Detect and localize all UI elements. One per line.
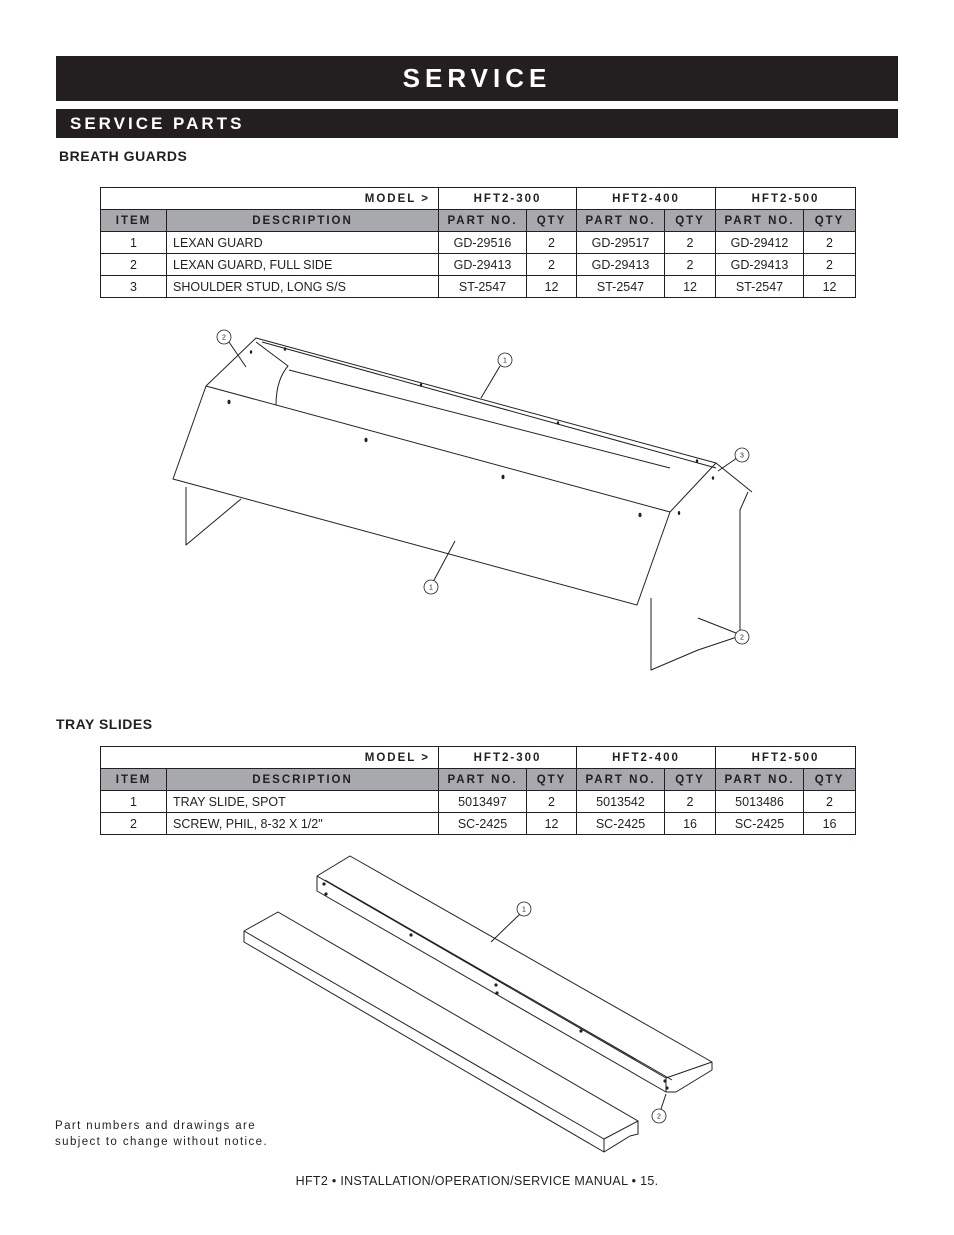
qty-cell: 2 xyxy=(665,254,716,276)
part-no-cell: 5013542 xyxy=(577,791,665,813)
description-cell: SCREW, PHIL, 8-32 X 1/2" xyxy=(167,813,439,835)
qty-cell: 16 xyxy=(804,813,856,835)
model-header: HFT2-500 xyxy=(716,747,856,769)
left-end-curve xyxy=(256,342,288,405)
svg-text:2: 2 xyxy=(657,1113,661,1121)
callout-2-top xyxy=(217,330,231,344)
callout-1-bottom xyxy=(424,580,438,594)
qty-cell: 12 xyxy=(527,276,577,298)
model-header: HFT2-300 xyxy=(439,188,577,210)
qty-cell: 2 xyxy=(527,791,577,813)
item-column-header: ITEM xyxy=(101,769,167,791)
part-no-cell: SC-2425 xyxy=(577,813,665,835)
callout-2-bottom xyxy=(735,630,749,644)
qty-cell: 2 xyxy=(804,232,856,254)
item-cell: 2 xyxy=(101,254,167,276)
part-no-cell: GD-29516 xyxy=(439,232,527,254)
qty-cell: 16 xyxy=(665,813,716,835)
part-no-column-header: PART NO. xyxy=(439,769,527,791)
change-notice xyxy=(55,1119,268,1150)
rear-panel-edge xyxy=(289,370,670,468)
model-header: HFT2-300 xyxy=(439,747,577,769)
tray-slides-table xyxy=(100,746,856,835)
breath-guards-title: BREATH GUARDS xyxy=(59,148,188,164)
qty-column-header: QTY xyxy=(804,210,856,232)
part-no-cell: GD-29413 xyxy=(577,254,665,276)
item-column-header: ITEM xyxy=(101,210,167,232)
part-no-cell: ST-2547 xyxy=(716,276,804,298)
part-no-cell: SC-2425 xyxy=(716,813,804,835)
description-cell: TRAY SLIDE, SPOT xyxy=(167,791,439,813)
description-column-header: DESCRIPTION xyxy=(167,210,439,232)
svg-text:2: 2 xyxy=(222,334,226,342)
description-column-header: DESCRIPTION xyxy=(167,769,439,791)
part-no-column-header: PART NO. xyxy=(716,769,804,791)
part-no-column-header: PART NO. xyxy=(716,210,804,232)
tray-callout-2 xyxy=(652,1109,666,1123)
part-no-cell: ST-2547 xyxy=(439,276,527,298)
qty-column-header: QTY xyxy=(527,769,577,791)
description-cell: LEXAN GUARD xyxy=(167,232,439,254)
model-label: MODEL > xyxy=(101,747,439,769)
svg-text:3: 3 xyxy=(740,452,744,460)
item-cell: 1 xyxy=(101,232,167,254)
qty-cell: 2 xyxy=(804,254,856,276)
qty-column-header: QTY xyxy=(665,210,716,232)
svg-text:1: 1 xyxy=(522,906,526,914)
model-header: HFT2-400 xyxy=(577,188,716,210)
fold-line xyxy=(206,386,670,512)
section-heading: SERVICE PARTS xyxy=(70,114,245,133)
part-no-column-header: PART NO. xyxy=(439,210,527,232)
callout-3 xyxy=(735,448,749,462)
callout-1-top xyxy=(498,353,512,367)
tray-slides-drawing xyxy=(0,840,954,1160)
screw-holes xyxy=(322,882,668,1089)
table-row xyxy=(101,813,856,835)
model-header: HFT2-500 xyxy=(716,188,856,210)
svg-text:2: 2 xyxy=(740,634,744,642)
part-no-cell: GD-29412 xyxy=(716,232,804,254)
qty-column-header: QTY xyxy=(665,769,716,791)
tray-callout-1 xyxy=(517,902,531,916)
qty-cell: 2 xyxy=(527,254,577,276)
description-cell: SHOULDER STUD, LONG S/S xyxy=(167,276,439,298)
qty-cell: 2 xyxy=(665,791,716,813)
part-no-cell: 5013486 xyxy=(716,791,804,813)
qty-cell: 12 xyxy=(665,276,716,298)
front-face xyxy=(173,386,716,605)
page-title: SERVICE xyxy=(402,63,552,93)
top-ridge xyxy=(206,338,752,492)
part-no-cell: SC-2425 xyxy=(439,813,527,835)
qty-cell: 2 xyxy=(804,791,856,813)
part-no-cell: GD-29413 xyxy=(439,254,527,276)
notice-line: Part numbers and drawings are xyxy=(55,1120,257,1132)
model-label: MODEL > xyxy=(101,188,439,210)
part-no-cell: GD-29517 xyxy=(577,232,665,254)
right-side-panel xyxy=(651,492,748,670)
part-no-column-header: PART NO. xyxy=(577,769,665,791)
qty-cell: 2 xyxy=(665,232,716,254)
tray-slides-title: TRAY SLIDES xyxy=(56,716,153,732)
page-footer: HFT2 • INSTALLATION/OPERATION/SERVICE MANUAL • 15. xyxy=(295,1174,659,1188)
qty-column-header: QTY xyxy=(527,210,577,232)
upper-tray-slide xyxy=(317,856,712,1092)
qty-cell: 2 xyxy=(527,232,577,254)
item-cell: 3 xyxy=(101,276,167,298)
part-no-cell: ST-2547 xyxy=(577,276,665,298)
svg-text:1: 1 xyxy=(429,584,433,592)
part-no-cell: 5013497 xyxy=(439,791,527,813)
model-header: HFT2-400 xyxy=(577,747,716,769)
qty-cell: 12 xyxy=(804,276,856,298)
item-cell: 2 xyxy=(101,813,167,835)
notice-line: subject to change without notice. xyxy=(55,1135,269,1148)
table-row xyxy=(101,791,856,813)
qty-cell: 12 xyxy=(527,813,577,835)
item-cell: 1 xyxy=(101,791,167,813)
part-no-cell: GD-29413 xyxy=(716,254,804,276)
qty-column-header: QTY xyxy=(804,769,856,791)
svg-text:1: 1 xyxy=(503,357,507,365)
top-ridge-inner xyxy=(262,342,716,468)
part-no-column-header: PART NO. xyxy=(577,210,665,232)
description-cell: LEXAN GUARD, FULL SIDE xyxy=(167,254,439,276)
